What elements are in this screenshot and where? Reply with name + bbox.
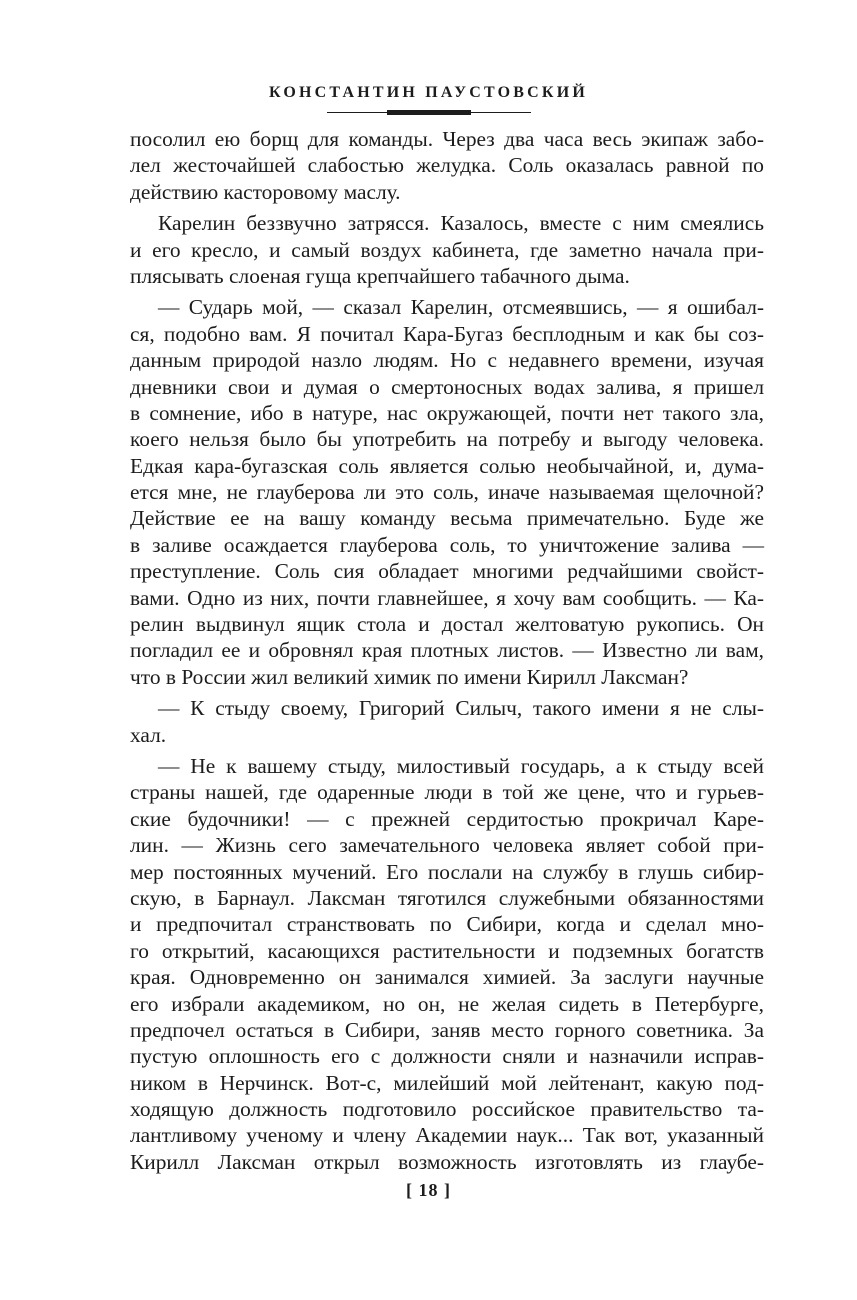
text-line: пустую оплошность его с должности сняли и назначили исправ- — [130, 1044, 764, 1069]
text-line: коего нельзя было бы употребить на потребу и выгоду человека. — [130, 427, 764, 452]
text-line: посолил ею борщ для команды. Через два часа весь экипаж забо- — [130, 127, 764, 151]
text-line: дневники свои и думая о смертоносных водах залива, я пришел — [130, 374, 764, 399]
text-line: Кирилл Лаксман открыл возможность изготовлять из глаубе- — [130, 1149, 764, 1174]
text-line: — К стыду своему, Григорий Силыч, такого имени я не слы- — [158, 696, 764, 721]
body-text — [130, 126, 764, 1180]
text-line: действию касторовому маслу. — [130, 179, 401, 204]
text-line: предпочел остаться в Сибири, заняв место горного советника. За — [130, 1017, 764, 1042]
text-line: релин выдвинул ящик стола и достал желтоватую рукопись. Он — [130, 612, 764, 637]
header-rule — [327, 110, 531, 115]
text-line: и его кресло, и самый воздух кабинета, где заметно начала при- — [130, 237, 764, 262]
text-line: ется мне, не глауберова ли это соль, иначе называемая щелочной? — [130, 480, 764, 505]
text-line: го открытий, касающихся растительности и подземных богатств — [130, 938, 764, 963]
text-line: что в России жил великий химик по имени Кирилл Лаксман? — [130, 664, 689, 689]
text-line: скую, в Барнаул. Лаксман тяготился служебными обязанностями — [130, 885, 764, 910]
text-line: — Не к вашему стыду, милостивый государь, а к стыду всей — [158, 753, 764, 778]
paragraph — [130, 126, 764, 205]
text-line: ские будочники! — с прежней сердитостью прокричал Каре- — [130, 806, 764, 831]
text-line: ником в Нерчинск. Вот-с, милейший мой лейтенант, какую под- — [130, 1070, 764, 1095]
text-line: — Сударь мой, — сказал Карелин, отсмеявшись, — я ошибал- — [158, 295, 764, 320]
header-rule-thick — [387, 110, 471, 115]
text-line: его избрали академиком, но он, не желая сидеть в Петербурге, — [130, 991, 764, 1016]
text-line: ходящую должность подготовило российское правительство та- — [130, 1097, 764, 1122]
text-line: страны нашей, где одаренные люди в той же цене, что и гурьев- — [130, 780, 764, 805]
paragraph — [130, 210, 764, 289]
paragraph — [130, 695, 764, 748]
running-header — [0, 84, 857, 115]
text-line: лин. — Жизнь сего замечательного человека являет собой при- — [130, 833, 764, 858]
text-line: мер постоянных мучений. Его послали на службу в глушь сибир- — [130, 859, 764, 884]
text-line: лантливому ученому и члену Академии наук... Так вот, указанный — [130, 1123, 764, 1148]
text-line: преступление. Соль сия обладает многими редчайшими свойст- — [130, 559, 764, 584]
page-number: [ 18 ] — [406, 1180, 451, 1200]
paragraph — [130, 294, 764, 690]
text-line: погладил ее и обровнял края плотных листов. — Известно ли вам, — [130, 638, 764, 663]
text-line: хал. — [130, 722, 167, 747]
paragraph — [130, 753, 764, 1175]
text-line: Карелин беззвучно затрясся. Казалось, вместе с ним смеялись — [158, 211, 764, 236]
text-line: края. Одновременно он занимался химией. За заслуги научные — [130, 965, 764, 990]
text-line: в заливе осаждается глауберова соль, то уничтожение залива — — [130, 532, 764, 557]
text-line: ся, подобно вам. Я почитал Кара-Бугаз бесплодным и как бы соз- — [130, 321, 764, 346]
text-line: лел жесточайшей слабостью желудка. Соль оказалась равной по — [130, 153, 764, 178]
text-line: плясывать слоеная гуща крепчайшего табачного дыма. — [130, 263, 630, 288]
text-line: и предпочитал странствовать по Сибири, когда и сделал мно- — [130, 912, 764, 937]
author-name: КОНСТАНТИН ПАУСТОВСКИЙ — [268, 84, 588, 101]
text-line: Действие ее на вашу команду весьма примечательно. Буде же — [130, 506, 764, 531]
text-line: вами. Одно из них, почти главнейшее, я хочу вам сообщить. — Ка- — [130, 585, 764, 610]
text-line: данным природой назло людям. Но с недавнего времени, изучая — [130, 348, 764, 373]
text-line: Едкая кара-бугазская соль является солью необычайной, и, дума- — [130, 453, 764, 478]
text-line: в сомнение, ибо в натуре, нас окружающей, почти нет такого зла, — [130, 400, 764, 425]
